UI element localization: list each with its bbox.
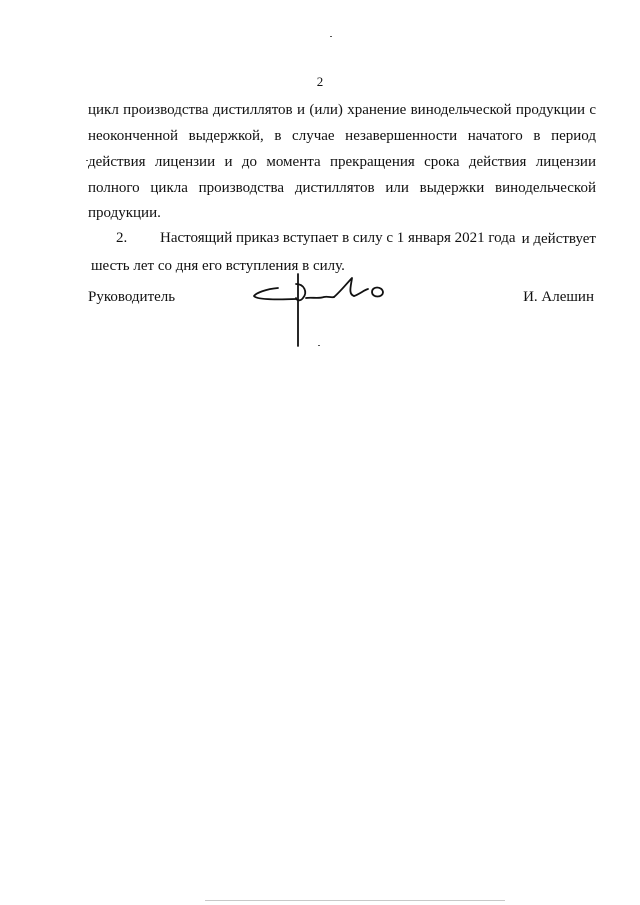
scan-speck [330, 36, 332, 37]
list-item [88, 229, 596, 249]
paragraph-line: неоконченной выдержкой, в случае незавершенности начатого в период [88, 128, 596, 144]
signatory-position: Руководитель [88, 289, 176, 305]
item-number: 2. [116, 230, 128, 246]
scan-edge [205, 900, 505, 901]
page-number: 2 [316, 74, 324, 89]
paragraph-line: цикл производства дистиллятов и (или) хранение винодельческой продукции с [88, 102, 596, 118]
item-text-end: и действует [521, 231, 596, 247]
signatory-name: И. Алешин [523, 289, 594, 305]
paragraph-line: продукции. [88, 205, 161, 221]
scan-speck [318, 345, 320, 346]
paragraph-line: полного цикла производства дистиллятов или выдержки винодельческой [88, 180, 596, 196]
handwritten-signature [248, 262, 408, 352]
paragraph-line: действия лицензии и до момента прекращения срока действия лицензии [88, 154, 596, 170]
scan-speck [86, 160, 88, 161]
item-continuation: шесть лет со дня его вступления в силу. [91, 258, 345, 274]
item-text: Настоящий приказ вступает в силу с 1 января 2021 года [160, 230, 516, 246]
